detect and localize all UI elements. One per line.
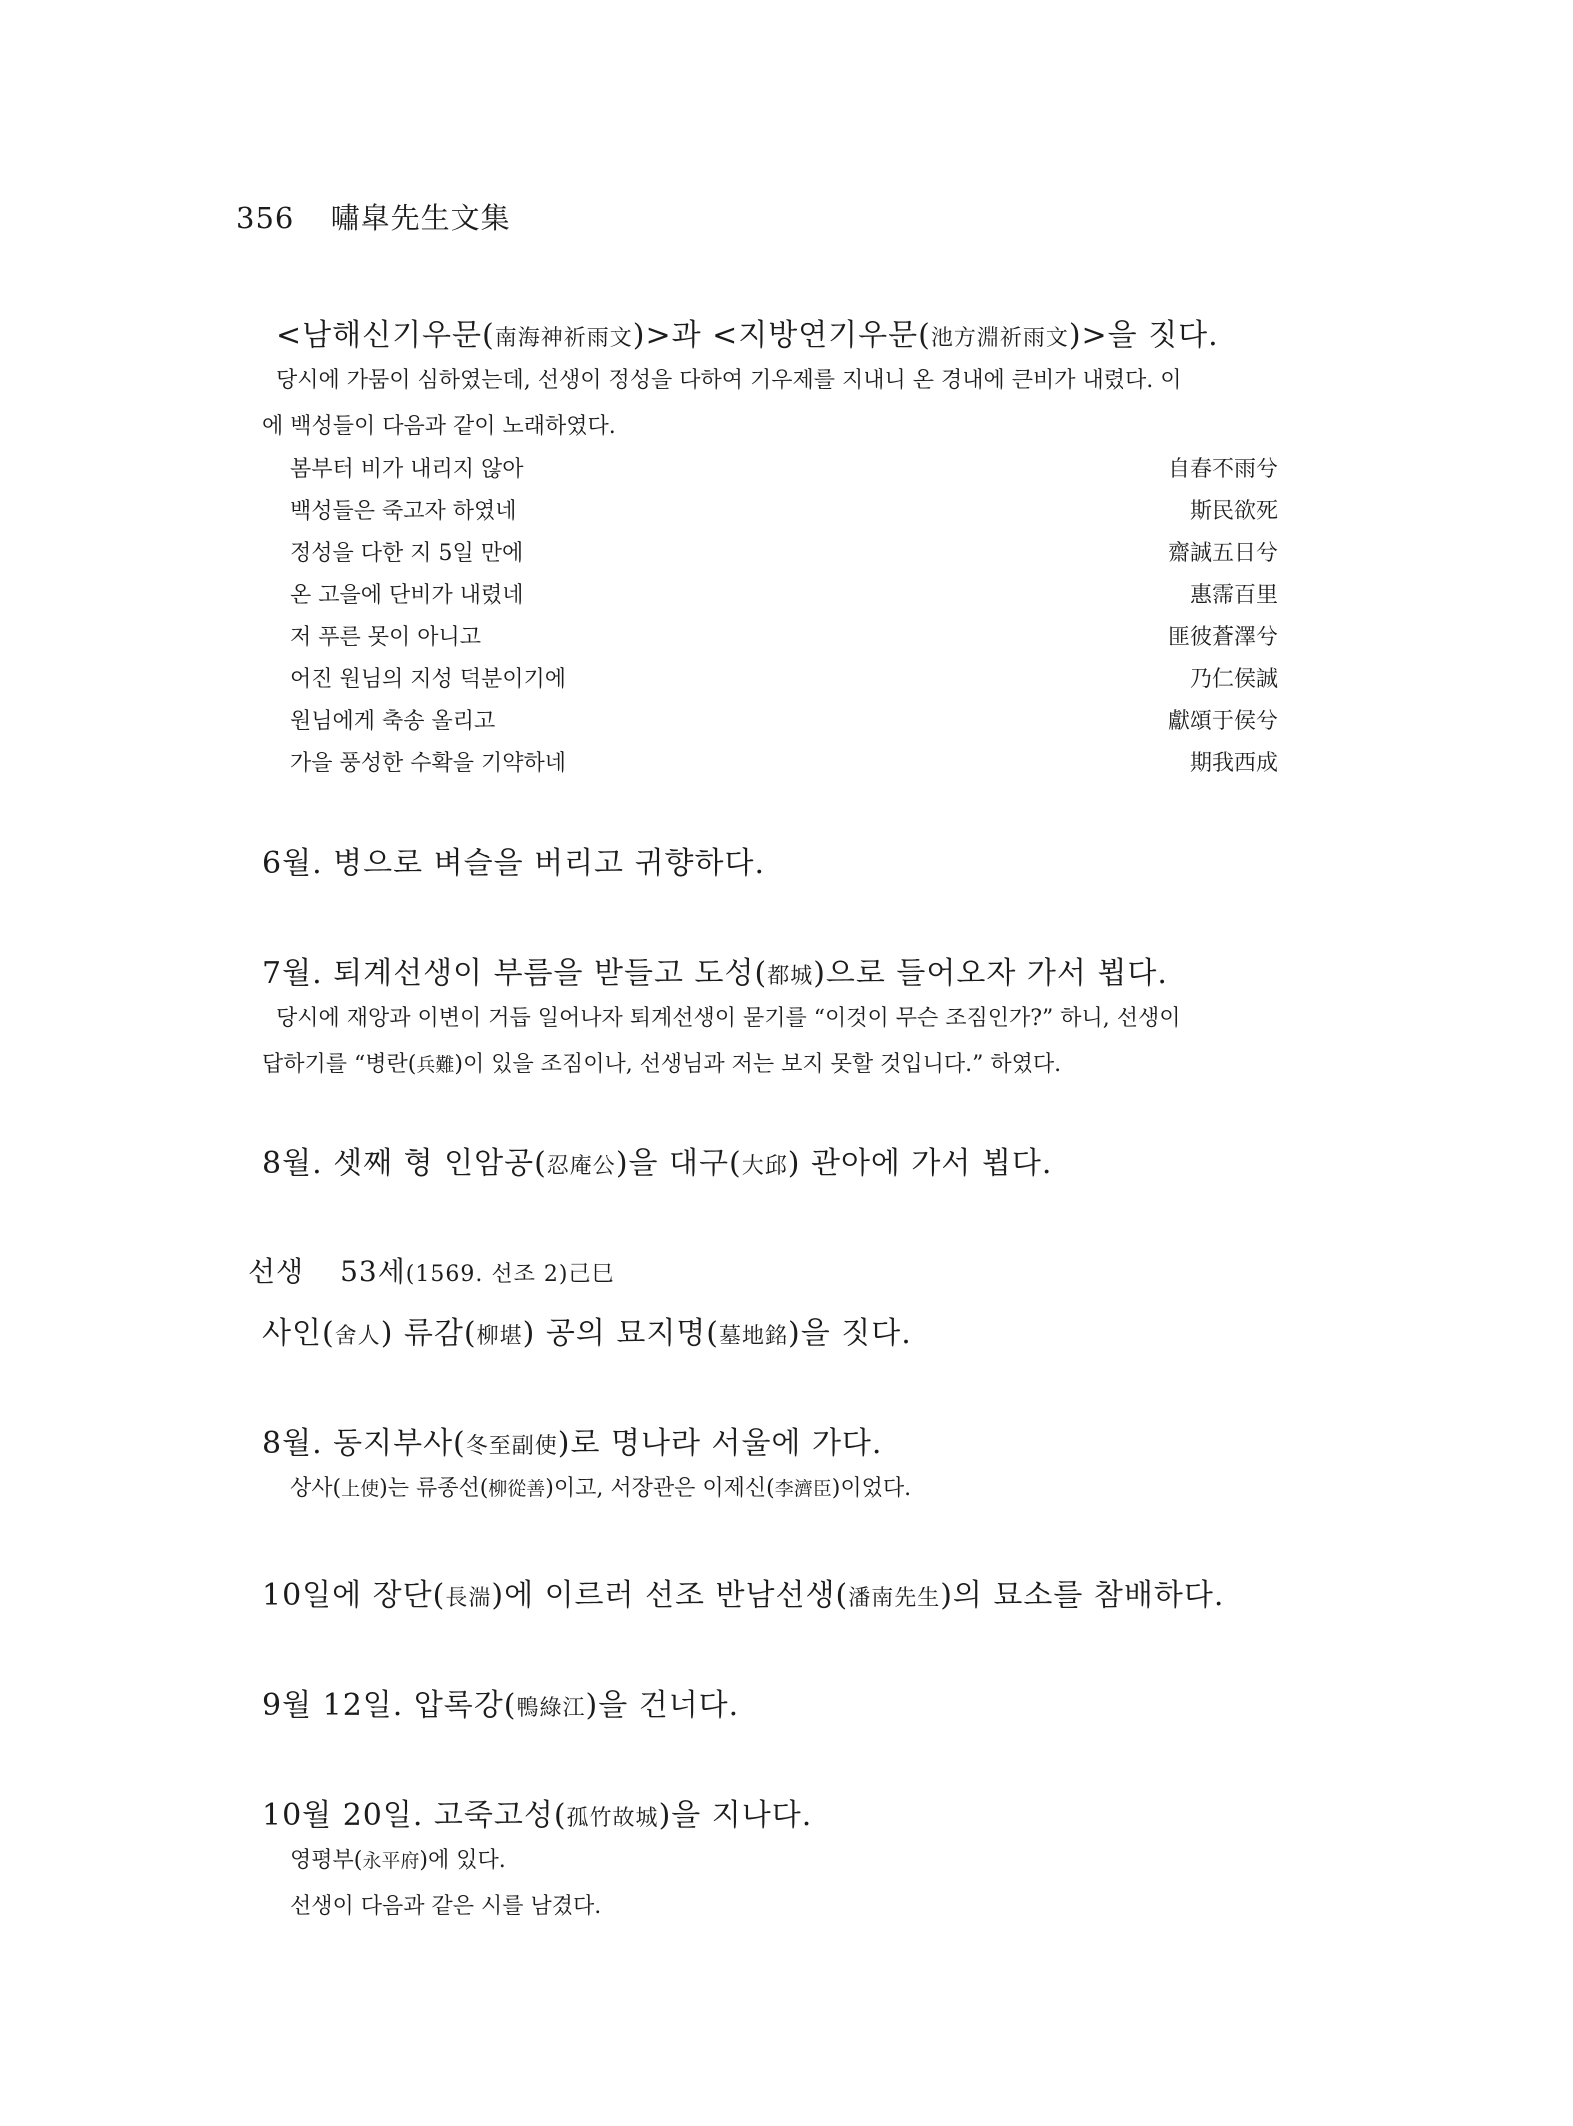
section-heading-tomb-visit (262, 1570, 1224, 1614)
section-heading-envoy (262, 1418, 882, 1462)
heading-text: ) 류감( (380, 1316, 477, 1351)
section-heading-july (262, 948, 1168, 992)
paragraph-text: )에 있다. (419, 1848, 506, 1873)
heading-text: 8월. 셋째 형 인암공( (262, 1146, 547, 1181)
heading-text: 10일에 장단( (262, 1578, 446, 1613)
paragraph-line: 에 백성들이 다음과 같이 노래하였다. (262, 414, 616, 439)
poem-line-hanja: 自春不雨兮 (1167, 457, 1278, 482)
heading-text: )로 명나라 서울에 가다. (557, 1426, 883, 1461)
paragraph-hanja: 柳從善 (488, 1478, 546, 1500)
heading-text: 사인( (262, 1316, 335, 1351)
heading-text: <남해신기우문( (276, 318, 495, 353)
heading-text: 7월. 퇴계선생이 부름을 받들고 도성( (262, 956, 768, 991)
section-heading-august (262, 1138, 1052, 1182)
heading-hanja: 冬至副使 (465, 1434, 558, 1459)
poem-line-korean: 정성을 다한 지 5일 만에 (290, 541, 524, 566)
paragraph-text: 답하기를 “병란( (262, 1052, 417, 1077)
heading-hanja: 長湍 (445, 1586, 492, 1611)
poem-line-korean: 저 푸른 못이 아니고 (290, 625, 481, 650)
section-heading-guzhu (262, 1790, 812, 1834)
heading-hanja: 孤竹故城 (566, 1806, 659, 1831)
paragraph-hanja: 兵難 (416, 1054, 455, 1076)
poem-line-korean: 봄부터 비가 내리지 않아 (290, 457, 524, 482)
paragraph-text: )이고, 서장관은 이제신( (545, 1476, 775, 1501)
heading-hanja: 柳堪 (476, 1324, 523, 1349)
paragraph-line (290, 1466, 911, 1512)
heading-hanja: 都城 (767, 964, 814, 989)
heading-hanja: 大邱 (741, 1154, 788, 1179)
paragraph-line: 당시에 재앙과 이변이 거듭 일어나자 퇴계선생이 묻기를 “이것이 무슨 조짐인가?” 하니, 선생이 (276, 1006, 1181, 1031)
heading-text: )으로 들어오자 가서 뵙다. (813, 956, 1168, 991)
poem-line-hanja: 惠霈百里 (1189, 583, 1278, 608)
poem-line-hanja: 獻頌于侯兮 (1167, 709, 1278, 734)
heading-text: )을 대구( (615, 1146, 742, 1181)
poem-line-korean: 어진 원님의 지성 덕분이기에 (290, 667, 567, 692)
section-heading-epitaph (262, 1308, 912, 1352)
heading-text: )>과 <지방연기우문( (632, 318, 931, 353)
paragraph-text: )이었다. (831, 1476, 912, 1501)
poem-line-hanja: 齋誠五日兮 (1167, 541, 1278, 566)
poem-line-hanja: 乃仁侯誠 (1189, 667, 1278, 692)
section-heading-june: 6월. 병으로 벼슬을 버리고 귀향하다. (262, 846, 766, 881)
heading-hanja: 潘南先生 (848, 1586, 941, 1611)
paragraph-line: 당시에 가뭄이 심하였는데, 선생이 정성을 다하여 기우제를 지내니 온 경내에 큰비가 내렸다. 이 (276, 368, 1182, 393)
heading-text: 10월 20일. 고죽고성( (262, 1798, 567, 1833)
section-heading-yalu (262, 1680, 739, 1724)
heading-hanja: 忍庵公 (546, 1154, 616, 1179)
age-label: 선생 (248, 1255, 305, 1288)
heading-text: 9월 12일. 압록강( (262, 1688, 517, 1723)
book-title: 嘯皐先生文集 (330, 201, 511, 235)
poem-line-korean: 온 고을에 단비가 내렸네 (290, 583, 524, 608)
paragraph-text: 영평부( (290, 1848, 363, 1873)
heading-hanja: 南海神祈雨文 (494, 326, 633, 351)
heading-text: )을 짓다. (788, 1316, 912, 1351)
paragraph-hanja: 永平府 (362, 1850, 420, 1872)
age-value: 53세 (340, 1255, 406, 1288)
heading-text: ) 공의 묘지명( (522, 1316, 719, 1351)
poem-line-hanja: 匪彼蒼澤兮 (1167, 625, 1278, 650)
heading-hanja: 鴨綠江 (516, 1696, 586, 1721)
heading-hanja: 舍人 (334, 1324, 381, 1349)
section-heading-rain-prayer (276, 310, 1219, 354)
heading-text: 8월. 동지부사( (262, 1426, 466, 1461)
paragraph-line (262, 1042, 1061, 1088)
paragraph-hanja: 李濟臣 (774, 1478, 832, 1500)
paragraph-line (290, 1838, 506, 1884)
page-number: 356 (236, 201, 295, 235)
ganji: 己巳 (568, 1262, 615, 1287)
poem-line-korean: 가을 풍성한 수확을 기약하네 (290, 751, 567, 776)
paragraph-hanja: 上使 (341, 1478, 380, 1500)
age-heading (248, 1250, 614, 1290)
paragraph-text: )이 있을 조짐이나, 선생님과 저는 보지 못할 것입니다.” 하였다. (454, 1052, 1062, 1077)
heading-text: )의 묘소를 참배하다. (940, 1578, 1225, 1613)
poem-line-hanja: 期我西成 (1189, 751, 1278, 776)
heading-hanja: 池方淵祈雨文 (930, 326, 1069, 351)
heading-hanja: 墓地銘 (719, 1324, 789, 1349)
year-note: (1569. 선조 2) (405, 1262, 569, 1287)
page-header (236, 196, 511, 237)
paragraph-text: 상사( (290, 1476, 342, 1501)
heading-text: ) 관아에 가서 뵙다. (787, 1146, 1053, 1181)
heading-text: )>을 짓다. (1068, 318, 1219, 353)
paragraph-text: )는 류종선( (379, 1476, 489, 1501)
paragraph-line: 선생이 다음과 같은 시를 남겼다. (290, 1894, 602, 1919)
heading-text: )을 지나다. (658, 1798, 813, 1833)
poem-line-korean: 백성들은 죽고자 하였네 (290, 499, 517, 524)
poem-line-korean: 원님에게 축송 올리고 (290, 709, 496, 734)
poem-line-hanja: 斯民欲死 (1189, 499, 1278, 524)
heading-text: )에 이르러 선조 반남선생( (491, 1578, 849, 1613)
heading-text: )을 건너다. (585, 1688, 740, 1723)
